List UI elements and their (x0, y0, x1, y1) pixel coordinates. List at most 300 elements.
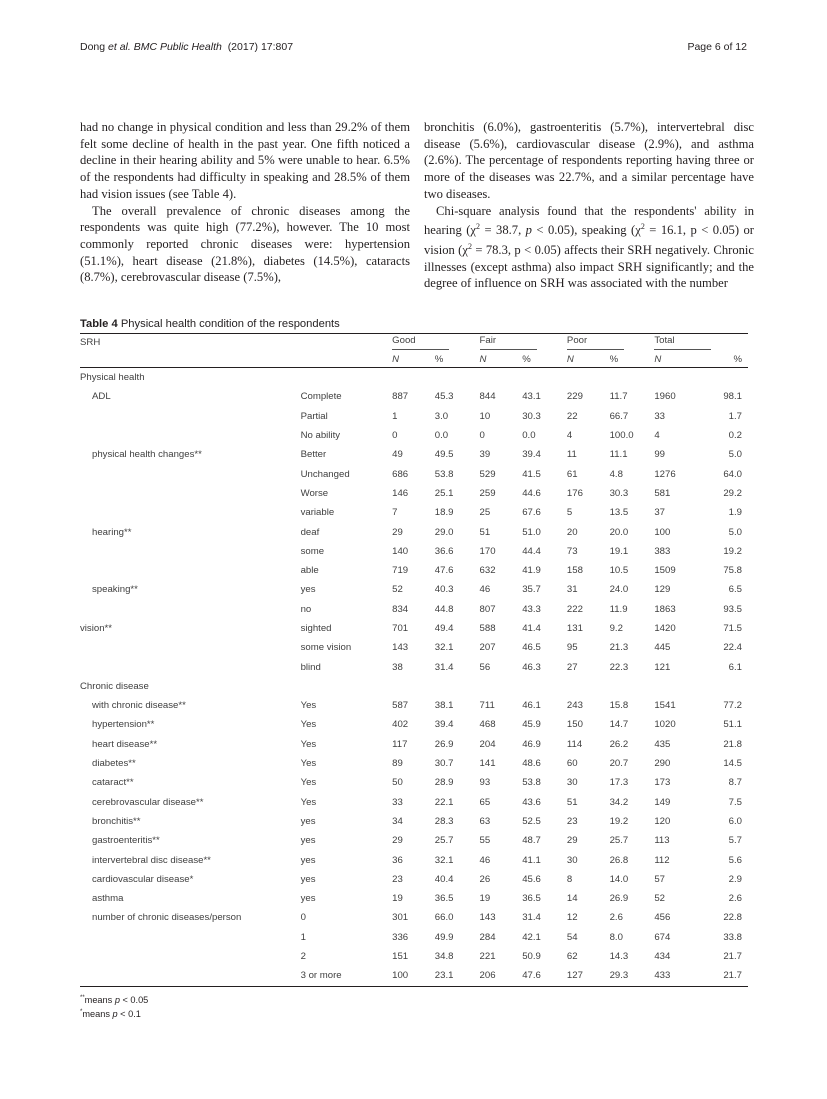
table-row (80, 773, 748, 792)
cell-count: 887 (392, 391, 409, 403)
row-category: Yes (300, 719, 317, 731)
cell-percent: 14.3 (609, 951, 629, 963)
cell-count (480, 677, 523, 696)
row-category: 2 (300, 951, 306, 963)
cell-percent: 46.9 (522, 738, 541, 750)
cell-percent: 52.5 (522, 815, 541, 827)
paragraph: bronchitis (6.0%), gastroenteritis (5.7%), intervertebral disc disease (5.6%), cardiovascular disease (2.9%), and asthma (2.6%). The percentage of respondents reporting having three or more of the diseases was 22.7%, and a similar percentage have two diseases. (424, 120, 754, 201)
row-label: cardiovascular disease* (92, 873, 194, 885)
cell-count: 151 (392, 951, 409, 963)
row-category: 3 or more (301, 966, 393, 986)
row-category: No ability (300, 430, 341, 442)
cell-count: 301 (392, 912, 409, 924)
table-row (80, 696, 748, 715)
cell-percent: 25.7 (434, 835, 454, 847)
cell-count: 113 (654, 835, 670, 847)
row-category: Unchanged (300, 468, 350, 480)
cell-percent: 28.9 (434, 777, 454, 789)
cell-percent: 14.5 (723, 758, 742, 770)
cell-count: 1020 (654, 719, 676, 731)
cell-count: 150 (566, 719, 583, 731)
subheader-n: N (392, 351, 435, 368)
cell-count: 456 (654, 912, 671, 924)
cell-percent: 11.9 (609, 603, 628, 615)
cell-count: 30 (566, 777, 578, 789)
cell-percent: 47.6 (434, 565, 454, 577)
cell-count: 73 (566, 545, 578, 557)
cell-count: 37 (654, 507, 665, 519)
table-row (80, 542, 748, 561)
cell-percent: 45.6 (522, 873, 541, 885)
cell-count: 129 (654, 584, 671, 596)
cell-percent (522, 368, 567, 388)
cell-percent: 26.9 (609, 893, 629, 905)
cell-percent (435, 368, 480, 388)
cell-percent: 7.5 (728, 796, 742, 808)
cell-count: 51 (566, 796, 578, 808)
row-category: Better (300, 449, 327, 461)
cell-count: 4 (566, 430, 573, 442)
cell-percent: 0.0 (522, 430, 536, 442)
subheader-pct: % (435, 351, 480, 368)
cell-count (654, 677, 697, 696)
row-category: yes (300, 815, 316, 827)
cell-count: 336 (392, 931, 409, 943)
row-label: cerebrovascular disease** (92, 796, 204, 808)
row-label (80, 657, 301, 676)
cell-percent: 1.7 (728, 410, 742, 422)
cell-count: 114 (566, 738, 583, 750)
cell-count: 632 (479, 565, 496, 577)
cell-count: 4 (654, 430, 660, 442)
cell-count: 468 (479, 719, 496, 731)
row-category: 0 (300, 912, 306, 924)
cell-count: 140 (392, 545, 409, 557)
cell-percent: 13.5 (609, 507, 629, 519)
cell-percent: 46.1 (522, 700, 541, 712)
cell-count: 143 (479, 912, 496, 924)
cell-count: 22 (566, 410, 578, 422)
cell-count: 1509 (654, 565, 676, 577)
cell-percent: 29.2 (723, 487, 742, 499)
cell-percent: 93.5 (723, 603, 742, 615)
cell-percent (697, 368, 748, 388)
cell-count: 31 (566, 584, 578, 596)
cell-percent: 44.8 (434, 603, 454, 615)
cell-percent: 4.8 (609, 468, 623, 480)
cell-percent: 9.2 (609, 623, 623, 634)
cell-count: 26 (479, 873, 491, 885)
paragraph: had no change in physical condition and less than 29.2% of them felt some decline of health in the past year. One fifth noticed a decline in their hearing ability and 5% were unable to hear. 6.5% of the respondents had difficulty in speaking and 28.5% of them had vision issues (see Table 4). (80, 120, 410, 201)
row-category: some (300, 545, 325, 557)
cell-count: 587 (392, 700, 409, 712)
table-row (80, 831, 748, 850)
row-label: vision** (80, 623, 112, 634)
cell-percent: 5.0 (728, 526, 742, 538)
cell-percent: 19.2 (723, 545, 742, 557)
cell-percent: 46.3 (522, 661, 541, 673)
cell-count: 14 (566, 893, 578, 905)
cell-percent: 77.2 (723, 700, 742, 712)
cell-percent: 48.7 (522, 835, 541, 847)
cell-count: 27 (566, 661, 578, 673)
cell-percent (697, 677, 748, 696)
cell-count: 243 (566, 700, 583, 712)
table-row (80, 735, 748, 754)
row-label: Physical health (80, 372, 145, 384)
cell-percent: 26.9 (434, 738, 454, 750)
cell-percent (435, 677, 480, 696)
cell-count: 121 (654, 661, 671, 673)
cell-count: 141 (479, 758, 496, 770)
row-label (80, 464, 301, 483)
cell-percent: 19.1 (609, 545, 629, 557)
cell-percent: 53.8 (434, 468, 454, 480)
row-category: yes (300, 854, 316, 866)
cell-percent: 20.7 (609, 758, 629, 770)
subheader-n: N (567, 351, 610, 368)
cell-percent: 25.7 (609, 835, 629, 847)
table-row (80, 387, 748, 406)
row-label (80, 928, 301, 947)
table-row (80, 889, 748, 908)
cell-percent: 53.8 (522, 777, 541, 789)
cell-percent: 2.9 (728, 873, 742, 885)
cell-count: 701 (392, 623, 409, 634)
table-row (80, 464, 748, 483)
cell-count: 222 (566, 603, 583, 615)
subheader-pct: % (610, 351, 655, 368)
cell-count: 290 (654, 758, 671, 770)
cell-percent: 11.1 (609, 449, 628, 461)
cell-count: 46 (479, 584, 491, 596)
table-row (80, 600, 748, 619)
row-label (80, 503, 301, 522)
cell-count: 34 (392, 815, 403, 827)
footnote: *means p < 0.1 (80, 1009, 141, 1019)
cell-percent: 36.5 (522, 893, 541, 905)
cell-percent: 28.3 (434, 815, 454, 827)
cell-count: 711 (479, 700, 495, 712)
row-category: 1 (300, 931, 306, 943)
row-label: physical health changes** (92, 449, 202, 461)
subheader-n: N (654, 351, 697, 368)
cell-count: 259 (479, 487, 496, 499)
cell-count: 170 (479, 545, 496, 557)
cell-count: 176 (566, 487, 583, 499)
cell-count: 99 (654, 449, 665, 461)
cell-count: 844 (479, 391, 496, 403)
cell-percent: 49.4 (434, 623, 454, 634)
cell-count: 19 (392, 893, 403, 905)
citation: Dong et al. BMC Public Health (2017) 17:807 (80, 41, 294, 53)
cell-percent: 41.9 (522, 565, 541, 577)
cell-percent: 0.2 (728, 430, 742, 442)
cell-percent: 50.9 (522, 951, 541, 963)
cell-percent: 38.1 (434, 700, 454, 712)
cell-percent: 30.3 (522, 410, 541, 422)
cell-count: 29 (392, 835, 403, 847)
cell-percent: 8.0 (609, 931, 623, 943)
cell-count: 23 (392, 873, 403, 885)
cell-count: 383 (654, 545, 671, 557)
cell-count: 95 (566, 642, 578, 654)
cell-percent: 29.0 (434, 526, 454, 538)
cell-percent: 40.4 (434, 873, 454, 885)
cell-percent: 39.4 (434, 719, 454, 731)
row-label: number of chronic diseases/person (92, 912, 242, 924)
row-category: Worse (300, 487, 329, 499)
cell-percent: 20.0 (609, 526, 629, 538)
row-category: yes (300, 835, 316, 847)
cell-count: 1276 (654, 468, 676, 480)
row-label: diabetes** (92, 758, 136, 770)
cell-percent: 22.3 (609, 661, 629, 673)
row-header-srh: SRH (80, 334, 301, 352)
table-header-row (80, 334, 748, 352)
row-label: speaking** (92, 584, 138, 596)
cell-count: 120 (654, 815, 671, 827)
row-label (80, 542, 301, 561)
cell-percent: 66.0 (434, 912, 454, 924)
cell-count: 38 (392, 661, 403, 673)
cell-percent: 44.6 (522, 487, 541, 499)
row-label: bronchitis** (92, 815, 141, 827)
cell-percent: 30.7 (434, 758, 454, 770)
cell-count: 221 (479, 951, 496, 963)
cell-count (480, 368, 523, 388)
cell-percent: 98.1 (723, 391, 742, 403)
cell-count: 46 (479, 854, 491, 866)
cell-percent: 41.5 (522, 468, 541, 480)
table-row (80, 638, 748, 657)
subheader-pct: % (522, 351, 567, 368)
table-row (80, 619, 748, 638)
cell-count: 89 (392, 758, 403, 770)
cell-count: 49 (392, 449, 403, 461)
cell-count: 127 (567, 966, 610, 986)
cell-percent: 22.8 (723, 912, 742, 924)
table-row (80, 793, 748, 812)
subheader-pct: % (697, 351, 748, 368)
cell-percent: 5.0 (728, 449, 742, 461)
cell-count: 433 (654, 966, 697, 986)
row-label: ADL (92, 391, 111, 403)
cell-percent: 18.9 (434, 507, 454, 519)
cell-count: 54 (566, 931, 578, 943)
cell-count: 1960 (654, 391, 676, 403)
row-label: gastroenteritis** (92, 835, 160, 847)
cell-count: 117 (392, 738, 408, 750)
row-label (80, 638, 301, 657)
cell-count: 56 (479, 661, 491, 673)
cell-percent: 25.1 (434, 487, 454, 499)
cell-count (654, 368, 697, 388)
row-label: intervertebral disc disease** (92, 854, 211, 866)
cell-percent: 11.7 (609, 391, 628, 403)
cell-percent: 35.7 (522, 584, 541, 596)
cell-count: 57 (654, 873, 665, 885)
cell-count: 52 (654, 893, 665, 905)
cell-count: 23 (566, 815, 578, 827)
cell-percent: 2.6 (728, 893, 742, 905)
cell-count: 39 (479, 449, 491, 461)
table-caption: Table 4 Physical health condition of the respondents (80, 318, 340, 330)
table-body (80, 368, 748, 987)
group-header-fair: Fair (480, 334, 567, 352)
table-row (80, 580, 748, 599)
cell-percent: 40.3 (434, 584, 454, 596)
cell-percent: 6.0 (728, 815, 742, 827)
cell-percent: 64.0 (723, 468, 742, 480)
row-category: deaf (300, 526, 320, 538)
row-category: variable (300, 507, 335, 519)
cell-count: 0 (392, 430, 398, 442)
cell-count: 112 (654, 854, 670, 866)
cell-count: 1541 (654, 700, 676, 712)
row-label: cataract** (92, 777, 134, 789)
row-label: Chronic disease (80, 680, 149, 692)
table-row (80, 445, 748, 464)
cell-count: 686 (392, 468, 409, 480)
row-category: yes (300, 584, 316, 596)
row-category: Yes (300, 758, 317, 770)
cell-count: 445 (654, 642, 671, 654)
body-text-left-column (80, 119, 410, 286)
cell-count: 30 (566, 854, 578, 866)
cell-count: 435 (654, 738, 671, 750)
row-label (80, 561, 301, 580)
cell-count: 100 (392, 966, 435, 986)
subheader-n: N (480, 351, 523, 368)
cell-percent: 0.0 (434, 430, 449, 442)
cell-percent: 31.4 (434, 661, 454, 673)
cell-percent: 47.6 (522, 966, 567, 986)
row-category: yes (300, 893, 316, 905)
cell-percent: 21.7 (723, 951, 742, 963)
body-text-right-column (424, 119, 754, 292)
cell-count: 52 (392, 584, 403, 596)
cell-count (392, 677, 435, 696)
cell-percent: 66.7 (609, 410, 629, 422)
cell-count: 12 (566, 912, 578, 924)
table-row (80, 503, 748, 522)
cell-percent: 26.2 (609, 738, 629, 750)
cell-count: 29 (566, 835, 578, 847)
row-category: no (300, 603, 312, 615)
cell-count: 807 (479, 603, 496, 615)
cell-percent: 43.1 (522, 391, 541, 403)
cell-count: 29 (392, 526, 403, 538)
group-header-total: Total (654, 334, 748, 352)
table-row (80, 407, 748, 426)
cell-count: 143 (392, 642, 409, 654)
cell-count: 62 (566, 951, 578, 963)
cell-percent: 21.8 (723, 738, 742, 750)
table-footnotes (80, 992, 148, 1020)
row-category: Yes (300, 796, 317, 808)
row-category: Partial (300, 410, 328, 422)
cell-percent: 32.1 (434, 642, 454, 654)
cell-count: 100 (654, 526, 671, 538)
cell-count: 20 (566, 526, 578, 538)
cell-percent: 71.5 (723, 623, 742, 634)
cell-count: 10 (479, 410, 491, 422)
cell-count: 146 (392, 487, 409, 499)
paragraph: The overall prevalence of chronic diseases among the respondents was quite high (77.2%), however. The 10 most commonly reported chronic diseases were: hypertension (51.1%), heart disease (21.8%), diabetes (14.5%), cataracts (8.7%), cerebrovascular disease (7.5%), (80, 203, 410, 285)
cell-percent: 41.4 (522, 623, 541, 634)
cell-count: 19 (479, 893, 491, 905)
cell-count: 55 (479, 835, 491, 847)
cell-count (567, 368, 610, 388)
table-row (80, 947, 748, 966)
cell-percent: 5.7 (728, 835, 742, 847)
row-label: with chronic disease** (92, 700, 186, 712)
cell-percent: 6.5 (728, 584, 742, 596)
cell-percent: 67.6 (522, 507, 541, 519)
table-row (80, 561, 748, 580)
table-row (80, 657, 748, 676)
row-label (80, 966, 301, 986)
table-row (80, 812, 748, 831)
paragraph-chi-square: Chi-square analysis found that the respondents' ability in hearing ($\chi^2 = 38.7$, p < 0.05), speaking ($\chi^2 = 16.1$, p < 0.05) or vision ($\chi^2 = 78.3$, p < 0.05) affects their SRH negatively. Chronic illnesses (except asthma) also impact SRH significantly; and the degree of influence on SRH was associated with the number (424, 203, 754, 291)
cell-percent: 8.7 (728, 777, 742, 789)
row-label: heart disease** (92, 738, 158, 750)
table-row (80, 850, 748, 869)
cell-percent: 21.3 (609, 642, 629, 654)
cell-count: 11 (566, 449, 577, 461)
cell-percent: 46.5 (522, 642, 541, 654)
cell-count: 93 (479, 777, 491, 789)
cell-count: 0 (479, 430, 485, 442)
row-category (301, 368, 393, 388)
cell-percent: 32.1 (434, 854, 454, 866)
row-category: some vision (300, 642, 352, 654)
row-label (80, 484, 301, 503)
cell-count: 229 (566, 391, 583, 403)
cell-count: 173 (654, 777, 671, 789)
table-row (80, 928, 748, 947)
cell-percent: 44.4 (522, 545, 541, 557)
cell-percent: 17.3 (609, 777, 629, 789)
cell-count: 1420 (654, 623, 676, 634)
row-label (80, 600, 301, 619)
cell-count: 65 (479, 796, 491, 808)
cell-percent: 36.6 (434, 545, 454, 557)
cell-count: 1863 (654, 603, 676, 615)
row-label: asthma (92, 893, 124, 905)
cell-percent: 19.2 (609, 815, 629, 827)
cell-percent: 36.5 (434, 893, 454, 905)
row-category: blind (300, 661, 321, 673)
cell-count: 63 (479, 815, 491, 827)
cell-percent: 29.3 (610, 966, 655, 986)
cell-percent: 41.1 (522, 854, 541, 866)
cell-count: 674 (654, 931, 671, 943)
table-row (80, 715, 748, 734)
group-header-good: Good (392, 334, 479, 352)
cell-count: 529 (479, 468, 496, 480)
row-category: Yes (300, 700, 317, 712)
table-row (80, 368, 748, 388)
cell-percent: 42.1 (522, 931, 541, 943)
table-subheader-row (80, 351, 748, 368)
row-category: Yes (300, 738, 317, 750)
row-category (301, 677, 393, 696)
row-category: Yes (300, 777, 317, 789)
cell-percent: 22.1 (434, 796, 454, 808)
cell-percent: 1.9 (728, 507, 742, 519)
